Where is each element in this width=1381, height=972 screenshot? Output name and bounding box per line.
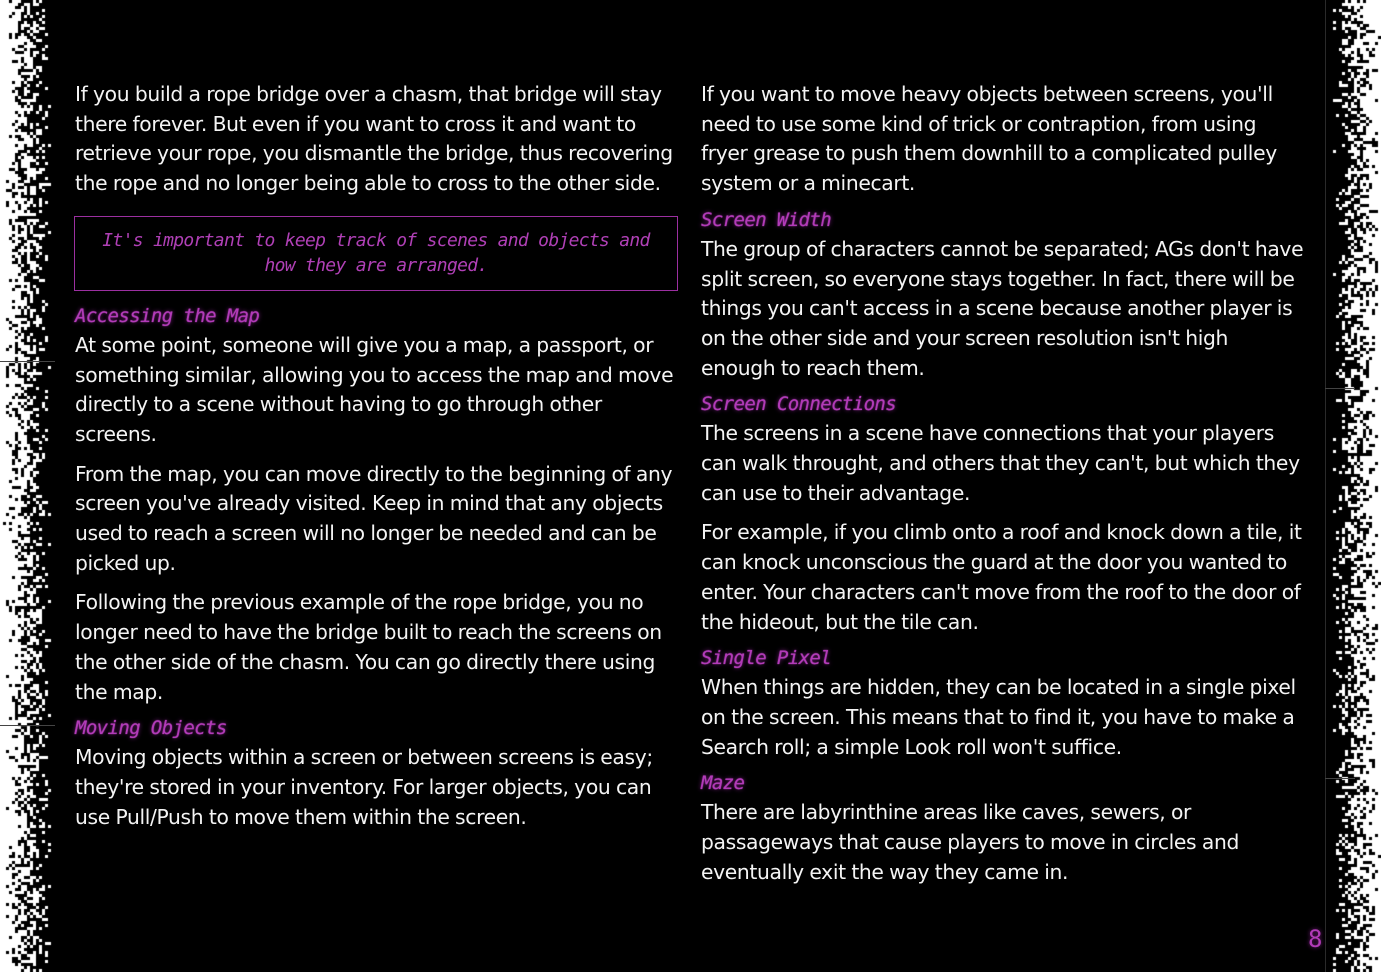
intro-paragraph: If you build a rope bridge over a chasm, that bridge will stay there forever. But even if you want to cross it and want to retrieve your rope, you dismantle the bridge, thus recovering the rope and no longer being able to cross to the other side. <box>75 82 673 196</box>
left-noise-border <box>0 0 60 972</box>
paragraph: From the map, you can move directly to the beginning of any screen you've already visited. Keep in mind that any objects used to reach a screen will no longer be needed and can be picked up. <box>75 461 673 575</box>
right-guide-line <box>1325 778 1355 779</box>
left-guide-line <box>0 361 55 362</box>
intro-paragraph: If you want to move heavy objects between screens, you'll need to use some kind of trick or contraption, from using fryer grease to push them downhill to a complicated pulley system or a minecart. <box>701 82 1277 196</box>
left-column <box>75 80 681 842</box>
section-heading-screen-width: Screen Width <box>701 208 832 231</box>
section-heading-maze: Maze <box>701 772 745 795</box>
page-number: 8 <box>1308 925 1323 953</box>
right-column <box>701 80 1307 897</box>
paragraph: Following the previous example of the rope bridge, you no longer need to have the bridge built to reach the screens on the other side of the chasm. You can go directly there using the map. <box>75 590 662 704</box>
paragraph: Moving objects within a screen or between screens is easy; they're stored in your inventory. For larger objects, you can use Pull/Push to move them within the screen. <box>75 745 653 829</box>
right-margin-line <box>1325 0 1326 972</box>
paragraph: There are labyrinthine areas like caves, sewers, or passageways that cause players to move in circles and eventually exit the way they came in. <box>701 800 1239 884</box>
right-guide-line <box>1325 388 1355 389</box>
left-guide-line <box>0 725 55 726</box>
right-noise-border <box>1321 0 1381 972</box>
paragraph: When things are hidden, they can be located in a single pixel on the screen. This means that to find it, you have to make a Search roll; a simple Look roll won't suffice. <box>701 675 1296 759</box>
section-heading-accessing-the-map: Accessing the Map <box>75 304 260 327</box>
callout-box: It's important to keep track of scenes and objects and how they are arranged. <box>74 216 678 291</box>
section-heading-screen-connections: Screen Connections <box>701 393 897 416</box>
paragraph: At some point, someone will give you a map, a passport, or something similar, allowing you to access the map and move directly to a scene without having to go through other screens. <box>75 332 674 446</box>
paragraph: For example, if you climb onto a roof and knock down a tile, it can knock unconscious the guard at the door you wanted to enter. Your characters can't move from the roof to the door of the hideout, but the tile can. <box>701 520 1302 634</box>
left-noise-pattern <box>0 0 60 972</box>
section-heading-moving-objects: Moving Objects <box>75 717 227 740</box>
section-heading-single-pixel: Single Pixel <box>701 647 832 670</box>
paragraph: The screens in a scene have connections that your players can walk throught, and others that they can't, but which they can use to their advantage. <box>701 421 1300 505</box>
paragraph: The group of characters cannot be separated; AGs don't have split screen, so everyone stays together. In fact, there will be things you can't access in a scene because another player is on the other side and your screen resolution isn't high enough to reach them. <box>701 236 1304 380</box>
right-noise-pattern <box>1321 0 1381 972</box>
